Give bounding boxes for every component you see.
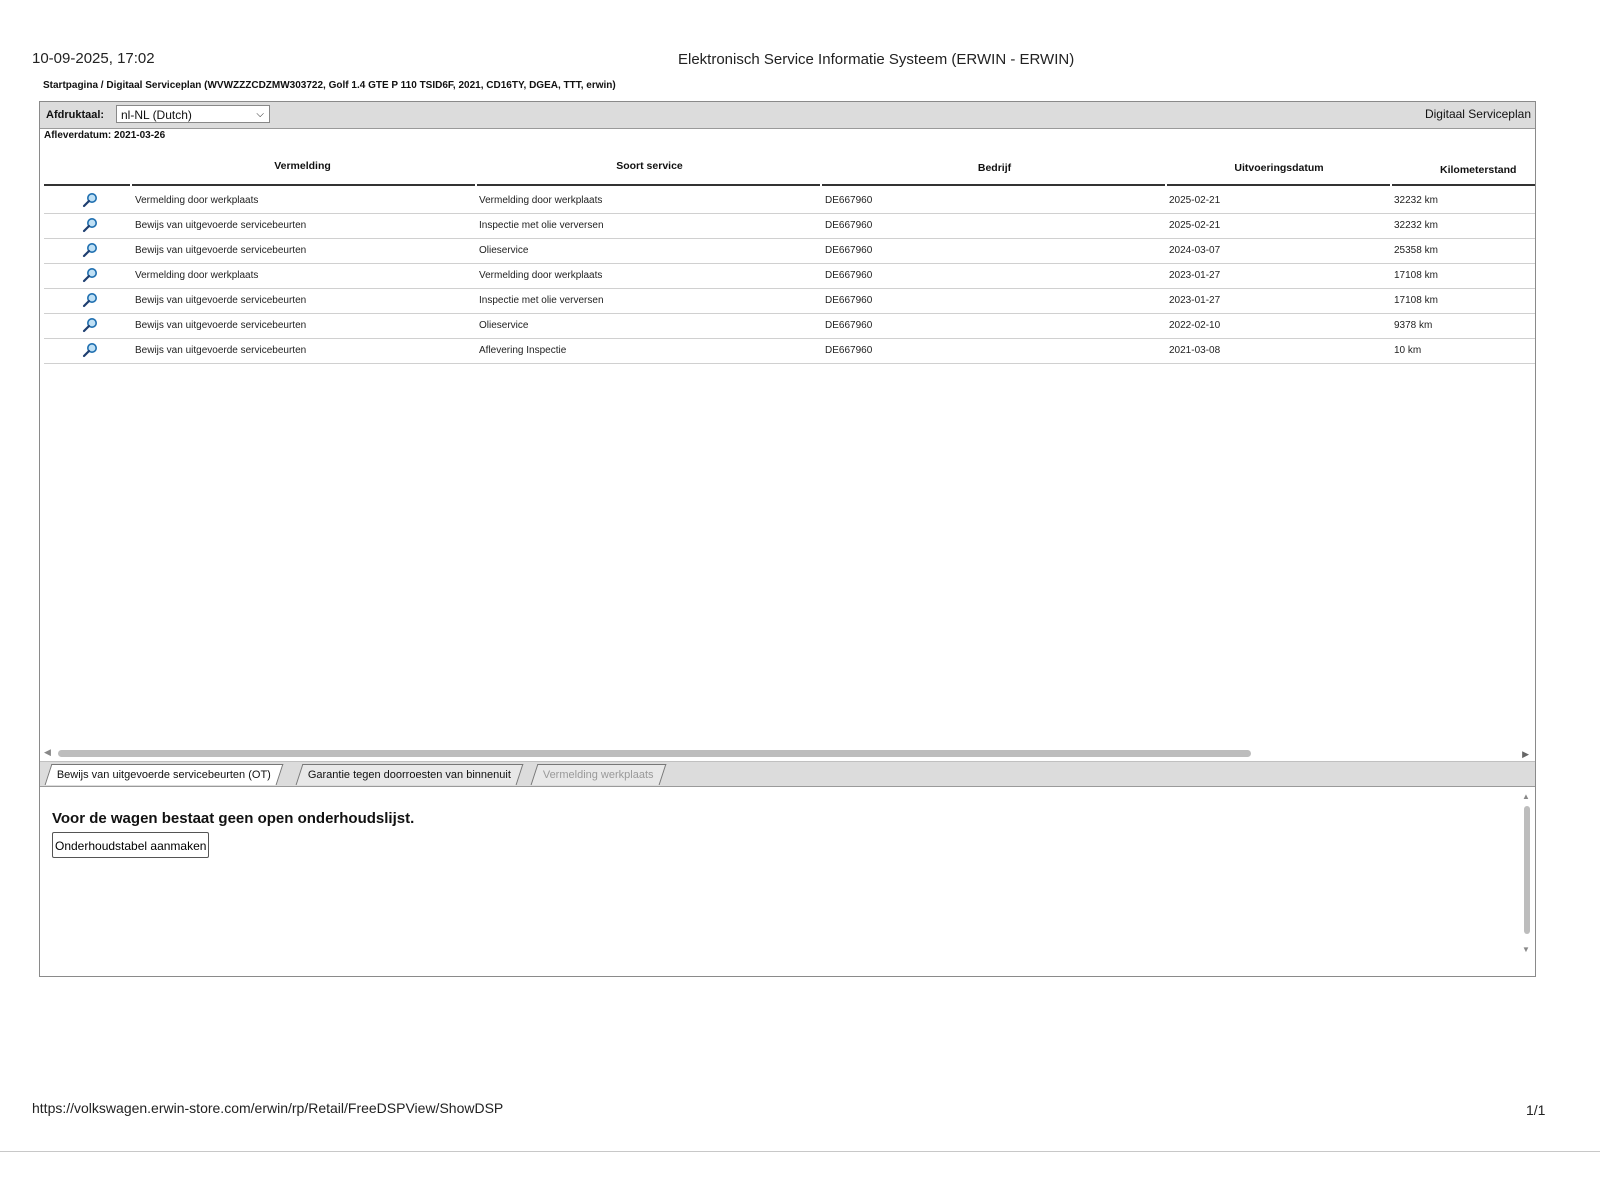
scroll-up-arrow-icon[interactable]: ▲ <box>1522 792 1530 801</box>
column-header-kilometerstand[interactable]: Kilometerstand <box>1440 164 1517 176</box>
cell-vermelding: Vermelding door werkplaats <box>135 270 259 281</box>
cell-bedrijf: DE667960 <box>825 245 873 256</box>
cell-bedrijf: DE667960 <box>825 270 873 281</box>
cell-uitvoeringsdatum: 2025-02-21 <box>1169 220 1221 231</box>
cell-uitvoeringsdatum: 2021-03-08 <box>1169 345 1221 356</box>
table-row[interactable] <box>40 264 1536 289</box>
cell-vermelding: Vermelding door werkplaats <box>135 195 259 206</box>
magnifier-icon[interactable] <box>82 292 98 308</box>
scroll-left-arrow-icon[interactable]: ◀ <box>44 747 51 757</box>
column-divider <box>1167 184 1390 186</box>
language-select-value: nl-NL (Dutch) <box>121 108 192 122</box>
cell-vermelding: Bewijs van uitgevoerde servicebeurten <box>135 295 307 306</box>
column-divider <box>44 184 130 186</box>
cell-bedrijf: DE667960 <box>825 195 873 206</box>
cell-kilometerstand: 25358 km <box>1394 245 1438 256</box>
scrollbar-thumb[interactable] <box>58 750 1251 757</box>
tab-bar <box>40 761 1535 787</box>
language-label: Afdruktaal: <box>46 109 105 121</box>
cell-soort-service: Olieservice <box>479 245 529 256</box>
toolbar <box>40 102 1535 129</box>
cell-uitvoeringsdatum: 2022-02-10 <box>1169 320 1221 331</box>
column-divider <box>822 184 1165 186</box>
delivery-date: Afleverdatum: 2021-03-26 <box>44 130 166 141</box>
scrollbar-thumb[interactable] <box>1524 806 1530 934</box>
column-header-soort-service[interactable]: Soort service <box>616 160 683 172</box>
table-header <box>40 132 1536 188</box>
table-row[interactable] <box>40 214 1536 239</box>
tab-label: Bewijs van uitgevoerde servicebeurten (OT) <box>56 769 271 781</box>
tab-vermelding-werkplaats <box>531 764 666 785</box>
print-header-datetime: 10-09-2025, 17:02 <box>32 50 155 67</box>
cell-vermelding: Bewijs van uitgevoerde servicebeurten <box>135 220 307 231</box>
cell-bedrijf: DE667960 <box>825 295 873 306</box>
cell-kilometerstand: 17108 km <box>1394 270 1438 281</box>
print-header-title: Elektronisch Service Informatie Systeem (ERWIN - ERWIN) <box>678 51 1075 68</box>
magnifier-icon[interactable] <box>82 217 98 233</box>
column-header-bedrijf[interactable]: Bedrijf <box>977 162 1012 174</box>
cell-vermelding: Bewijs van uitgevoerde servicebeurten <box>135 320 307 331</box>
table-body <box>40 189 1536 364</box>
page-divider <box>0 1151 1600 1152</box>
cell-bedrijf: DE667960 <box>825 345 873 356</box>
column-header-vermelding[interactable]: Vermelding <box>274 160 331 172</box>
vertical-scrollbar[interactable] <box>1522 792 1532 954</box>
app-frame <box>39 101 1536 977</box>
cell-uitvoeringsdatum: 2025-02-21 <box>1169 195 1221 206</box>
footer-url: https://volkswagen.erwin-store.com/erwin/rp/Retail/FreeDSPView/ShowDSP <box>32 1100 504 1116</box>
cell-kilometerstand: 32232 km <box>1394 220 1438 231</box>
footer-page-number: 1/1 <box>1526 1102 1546 1118</box>
breadcrumb[interactable]: Startpagina / Digitaal Serviceplan (WVWZZZCDZMW303722, Golf 1.4 GTE P 110 TSID6F, 2021, CD16TY, DGEA, TTT, erwin) <box>43 80 616 91</box>
magnifier-icon[interactable] <box>82 267 98 283</box>
cell-kilometerstand: 17108 km <box>1394 295 1438 306</box>
cell-bedrijf: DE667960 <box>825 320 873 331</box>
cell-soort-service: Vermelding door werkplaats <box>479 270 603 281</box>
cell-bedrijf: DE667960 <box>825 220 873 231</box>
cell-soort-service: Vermelding door werkplaats <box>479 195 603 206</box>
cell-kilometerstand: 9378 km <box>1394 320 1433 331</box>
magnifier-icon[interactable] <box>82 342 98 358</box>
table-row[interactable] <box>40 289 1536 314</box>
cell-uitvoeringsdatum: 2023-01-27 <box>1169 295 1221 306</box>
scroll-right-arrow-icon[interactable]: ▶ <box>1522 749 1529 759</box>
cell-soort-service: Inspectie met olie verversen <box>479 295 604 306</box>
table-row[interactable] <box>40 239 1536 264</box>
column-divider <box>1392 184 1536 186</box>
no-maintenance-message: Voor de wagen bestaat geen open onderhoudslijst. <box>52 810 415 827</box>
cell-vermelding: Bewijs van uitgevoerde servicebeurten <box>135 345 307 356</box>
column-header-uitvoeringsdatum[interactable]: Uitvoeringsdatum <box>1234 162 1324 174</box>
cell-soort-service: Olieservice <box>479 320 529 331</box>
magnifier-icon[interactable] <box>82 192 98 208</box>
chevron-down-icon: ⌵ <box>256 109 264 120</box>
cell-vermelding: Bewijs van uitgevoerde servicebeurten <box>135 245 307 256</box>
create-maintenance-table-button[interactable]: Onderhoudstabel aanmaken <box>52 832 209 858</box>
maintenance-panel <box>40 786 1535 976</box>
tab-garantie-doorroesten[interactable] <box>296 764 524 785</box>
language-select[interactable] <box>116 105 270 123</box>
column-divider <box>132 184 475 186</box>
table-row[interactable] <box>40 339 1536 364</box>
magnifier-icon[interactable] <box>82 242 98 258</box>
table-row[interactable] <box>40 189 1536 214</box>
cell-soort-service: Inspectie met olie verversen <box>479 220 604 231</box>
scroll-down-arrow-icon[interactable]: ▼ <box>1522 945 1530 954</box>
table-row[interactable] <box>40 314 1536 339</box>
cell-kilometerstand: 32232 km <box>1394 195 1438 206</box>
horizontal-scrollbar[interactable] <box>40 747 1535 761</box>
column-divider <box>477 184 820 186</box>
cell-soort-service: Aflevering Inspectie <box>479 345 567 356</box>
app-title: Digitaal Serviceplan <box>1424 107 1531 121</box>
magnifier-icon[interactable] <box>82 317 98 333</box>
tab-bewijs-servicebeurten[interactable] <box>45 764 284 785</box>
tab-label: Vermelding werkplaats <box>542 769 654 781</box>
cell-kilometerstand: 10 km <box>1394 345 1422 356</box>
cell-uitvoeringsdatum: 2024-03-07 <box>1169 245 1221 256</box>
tab-label: Garantie tegen doorroesten van binnenuit <box>307 769 511 781</box>
cell-uitvoeringsdatum: 2023-01-27 <box>1169 270 1221 281</box>
row-divider <box>44 363 1536 364</box>
